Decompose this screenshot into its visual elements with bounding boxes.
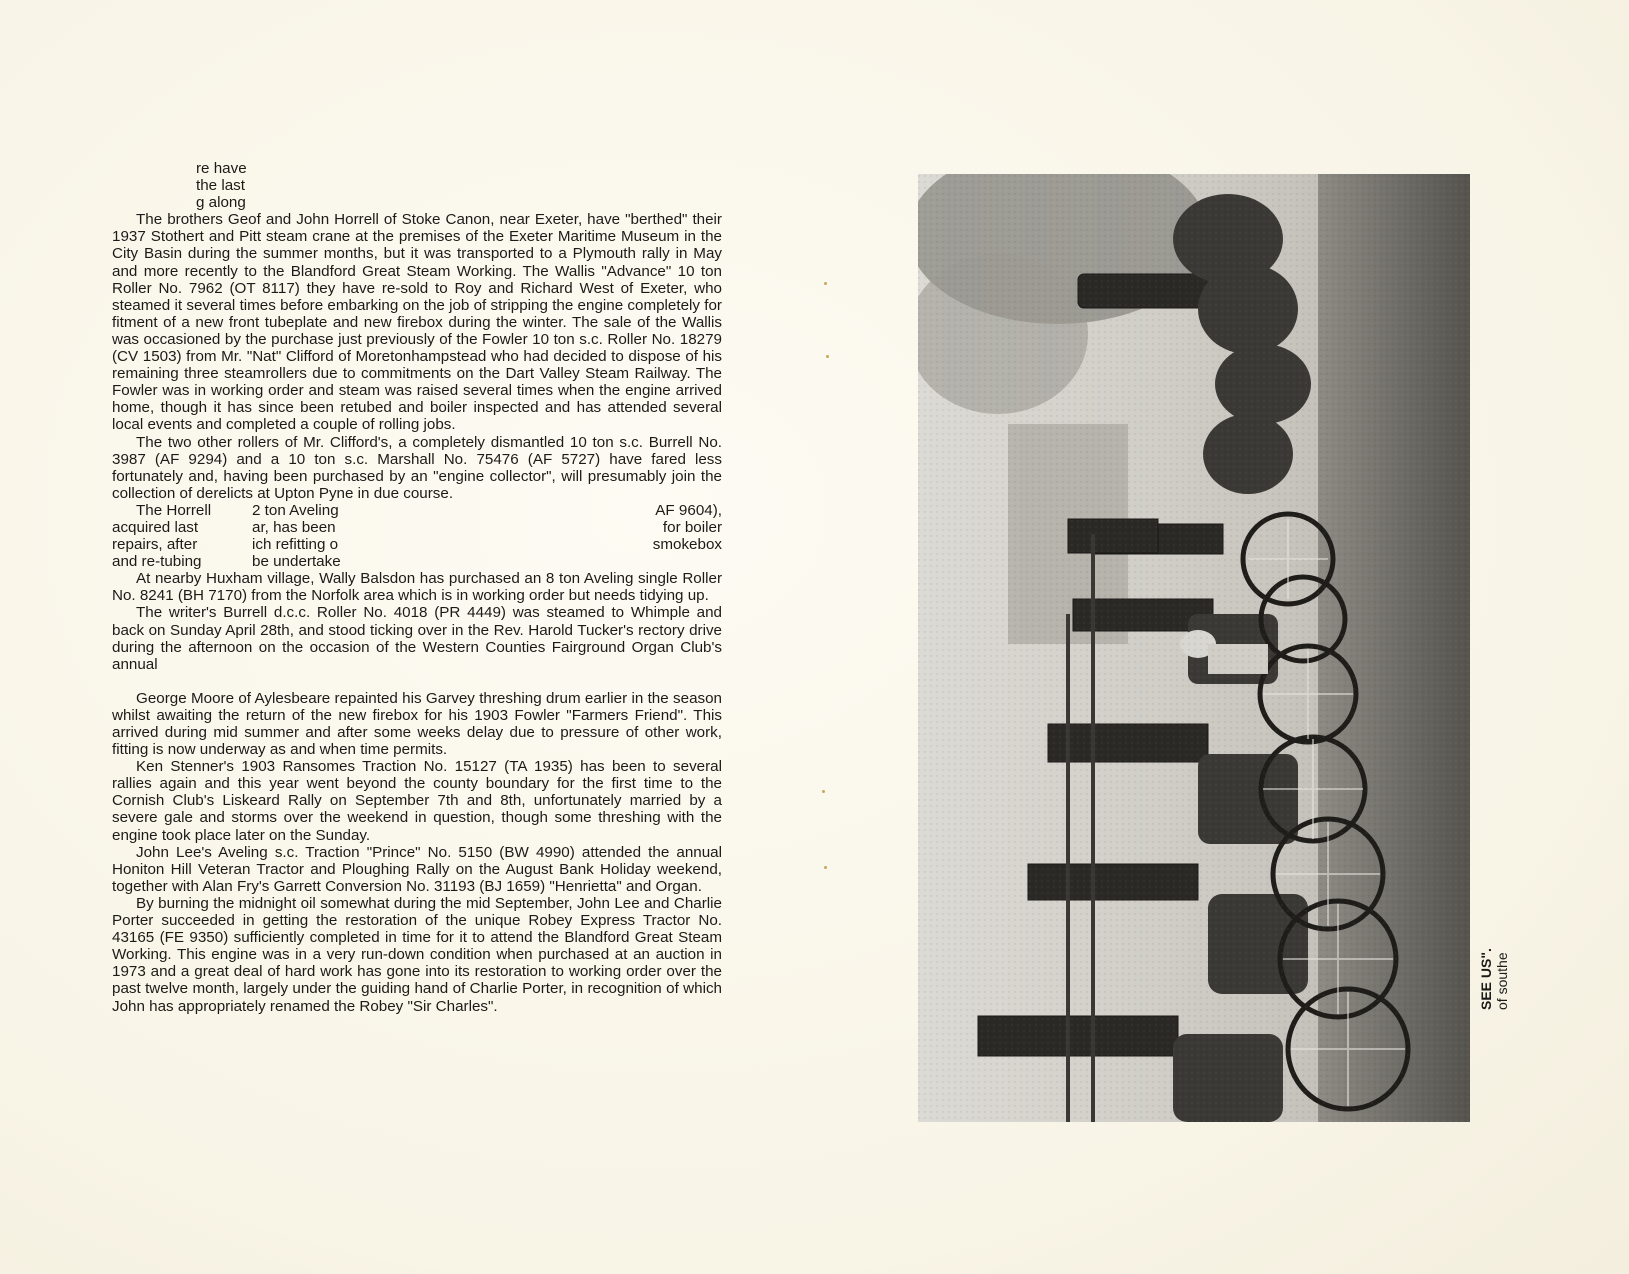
text-fragment: re have bbox=[196, 160, 247, 177]
steam-engines-photograph bbox=[918, 174, 1470, 1122]
damaged-text-cell: The Horrell bbox=[136, 501, 212, 519]
damaged-text-cell: smokebox bbox=[652, 536, 722, 554]
damaged-text-row bbox=[112, 502, 722, 519]
damaged-text-cell: repairs, after bbox=[112, 536, 198, 554]
caption-line: of southe bbox=[1494, 952, 1510, 1010]
text-fragment: g along bbox=[196, 194, 246, 212]
paragraph-george-moore: George Moore of Aylesbeare repainted his Garvey threshing drum earlier in the season whilst awaiting the return of the new firebox for his 1903 Fowler "Farmers Friend". This arrived during mid summer and after some weeks delay due to pressure of other work, fitting is now underway as and when time permits. bbox=[112, 689, 722, 759]
article-text bbox=[112, 160, 722, 1015]
paper-speck bbox=[824, 866, 827, 869]
damaged-text-cell: 2 ton Aveling bbox=[252, 501, 339, 519]
paragraph-john-lee: John Lee's Aveling s.c. Traction "Prince" No. 5150 (BW 4990) attended the annual Honiton Hill Veteran Tractor and Ploughing Rally on the August Bank Holiday weekend, together with Alan Fry's Garrett Conversion No. 31193 (BJ 1659) "Henrietta" and Organ. bbox=[112, 843, 722, 895]
damaged-text-row bbox=[112, 536, 722, 553]
damaged-text-cell: AF 9604), bbox=[655, 501, 722, 519]
damaged-text-cell: be undertake bbox=[252, 553, 341, 571]
damaged-text-cell bbox=[632, 553, 722, 570]
damaged-text-cell: acquired last bbox=[112, 518, 199, 536]
photo-illustration bbox=[918, 174, 1470, 1122]
text-fragment: the last bbox=[196, 177, 245, 195]
caption-line: SEE US". bbox=[1478, 948, 1494, 1010]
damaged-text-block bbox=[112, 502, 722, 570]
paper-speck bbox=[824, 282, 827, 285]
paragraph-huxham: At nearby Huxham village, Wally Balsdon has purchased an 8 ton Aveling single Roller No. 8241 (BH 7170) from the Norfolk area which is in working order but needs tidying up. bbox=[112, 570, 722, 605]
paragraph-horrell-crane: The brothers Geof and John Horrell of Stoke Canon, near Exeter, have "berthed" their 1937 Stothert and Pitt steam crane at the premises of the Exeter Maritime Museum in the City Basin during the summer months, but it was transported to a Plymouth rally in May and more recently to the Blandford Great Steam Working. The Wallis "Advance" 10 ton Roller No. 7962 (OT 8117) they have re-sold to Roy and Richard West of Exeter, who steamed it several times before embarking on the job of stripping the engine completely for fitment of a new front tubeplate and new firebox during the winter. The sale of the Wallis was occasioned by the purchase just previously of the Fowler 10 ton s.c. Roller No. 18279 (CV 1503) from Mr. "Nat" Clifford of Moretonhampstead who had decided to dispose of his remaining three steamrollers due to commitments on the Dart Valley Steam Railway. The Fowler was in working order and steam was raised several times when the engine arrived home, though it has since been retubed and boiler inspected and has attended several local events and completed a couple of rolling jobs. bbox=[112, 211, 722, 434]
photo-caption bbox=[1478, 840, 1558, 1010]
damaged-text-row bbox=[112, 553, 722, 570]
damaged-text-cell: for boiler bbox=[662, 518, 722, 536]
damaged-text-row bbox=[112, 519, 722, 536]
paragraph-ken-stenner: Ken Stenner's 1903 Ransomes Traction No. 15127 (TA 1935) has been to several rallies again and this year went beyond the county boundary for the first time to the Cornish Club's Liskeard Rally on September 7th and 8th, unfortunately married by a severe gale and storms over the weekend in question, though some threshing with the engine took place later on the Sunday. bbox=[112, 758, 722, 844]
damaged-text-cell: ar, has been bbox=[252, 518, 336, 536]
damaged-text-cell: and re-tubing bbox=[112, 553, 202, 571]
paragraph-robey-express: By burning the midnight oil somewhat during the mid September, John Lee and Charlie Porter succeeded in getting the restoration of the unique Robey Express Tractor No. 43165 (FE 9350) sufficiently completed in time for it to attend the Blandford Great Steam Working. This engine was in a very run-down condition when purchased at an auction in 1973 and a great deal of hard work has gone into its restoration to working order over the past twelve month, largely under the guiding hand of Charlie Porter, in recognition of which John has appropriately renamed the Robey "Sir Charles". bbox=[112, 894, 722, 1015]
paragraph-writer-burrell: The writer's Burrell d.c.c. Roller No. 4018 (PR 4449) was steamed to Whimple and back on Sunday April 28th, and stood ticking over in the Rev. Harold Tucker's rectory drive during the afternoon on the occasion of the Western Counties Fairground Organ Club's annual bbox=[112, 604, 722, 673]
paragraph-clifford-rollers: The two other rollers of Mr. Clifford's, a completely dismantled 10 ton s.c. Burrell No. 3987 (AF 9294) and a 10 ton s.c. Marshall No. 75476 (AF 5727) have fared less fortunately and, having been purchased by an "engine collector", will presumably join the collection of derelicts at Upton Pyne in due course. bbox=[112, 433, 722, 502]
caption-text bbox=[1478, 930, 1510, 1010]
paper-speck bbox=[822, 790, 825, 793]
paper-speck bbox=[826, 355, 829, 358]
damaged-text-cell: ich refitting o bbox=[252, 536, 339, 554]
